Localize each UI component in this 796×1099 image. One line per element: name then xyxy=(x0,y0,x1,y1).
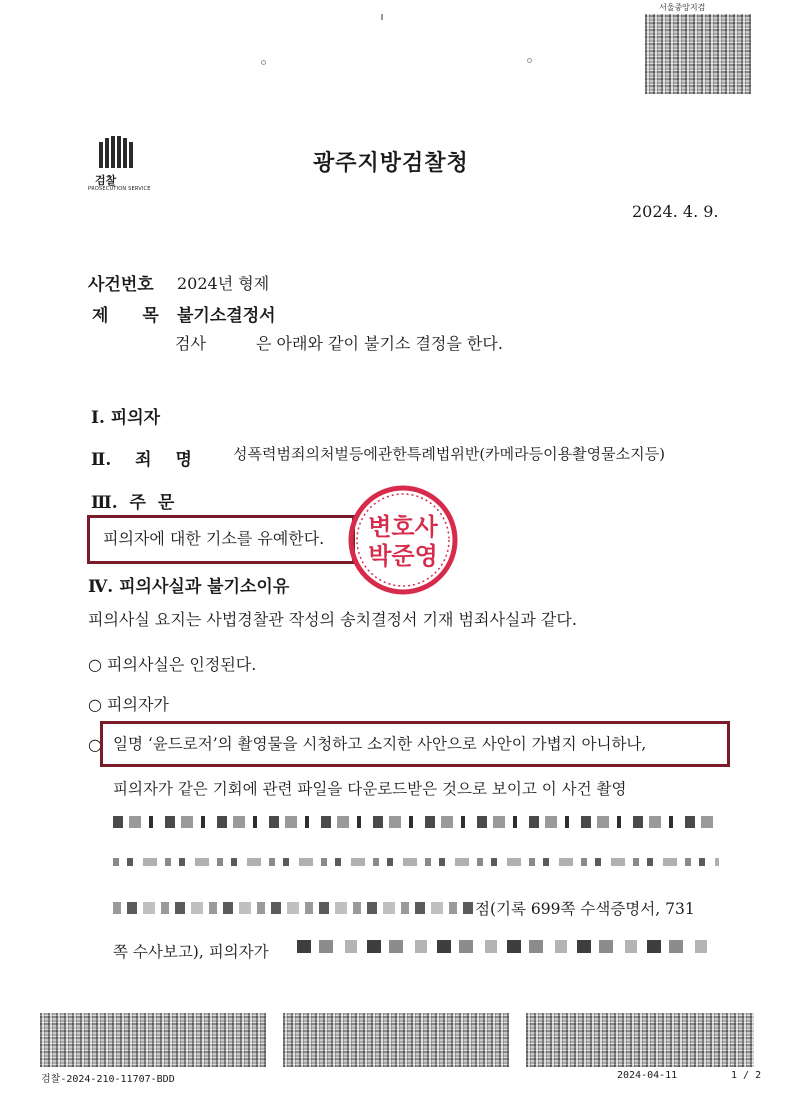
org-title: 광주지방검찰청 xyxy=(313,151,469,176)
case-number-label: 사건번호 xyxy=(88,275,154,295)
scan-speck xyxy=(527,58,532,63)
bullet-admitted: ○ 피의사실은 인정된다. xyxy=(88,655,257,674)
footer-doc-id: 검찰-2024-210-11707-BDD xyxy=(41,1074,175,1085)
bullet-marker: ○ xyxy=(88,735,102,754)
decision-intro: 은 아래와 같이 불기소 결정을 한다. xyxy=(256,334,503,353)
subject-value: 불기소결정서 xyxy=(177,306,276,326)
top-barcode xyxy=(645,14,751,94)
reasons-summary: 피의사실 요지는 사법경찰관 작성의 송치결정서 기재 범죄사실과 같다. xyxy=(88,610,577,629)
redacted-line xyxy=(113,902,473,914)
footer-page-number: 1 / 2 xyxy=(731,1070,762,1081)
bottom-barcode-right xyxy=(526,1013,754,1067)
footer-print-date: 2024-04-11 xyxy=(617,1070,678,1081)
reasoning-text-line6: 쪽 수사보고), 피의자가 xyxy=(113,943,269,961)
document-date: 2024. 4. 9. xyxy=(632,202,719,221)
reasoning-text-line2: 피의자가 같은 기회에 관련 파일을 다운로드받은 것으로 보이고 이 사건 촬영 xyxy=(113,780,627,798)
disposition-text: 피의자에 대한 기소를 유예한다. xyxy=(103,529,325,548)
logo-text: 검찰 xyxy=(95,174,117,187)
subject-label: 제 목 xyxy=(92,306,159,326)
scan-speck xyxy=(261,60,266,65)
bottom-barcode-center xyxy=(283,1013,509,1067)
section-reasons-label: Ⅳ. 피의사실과 불기소이유 xyxy=(88,577,290,597)
redacted-line xyxy=(297,940,717,953)
svg-text:변호사: 변호사 xyxy=(368,513,438,541)
logo-subtitle: PROSECUTION SERVICE xyxy=(88,186,151,192)
redacted-line xyxy=(113,858,719,866)
section-charge-value: 성폭력범죄의처벌등에관한특례법위반(카메라등이용촬영물소지등) xyxy=(233,445,665,463)
scan-speck xyxy=(381,14,383,20)
bullet-suspect: ○ 피의자가 xyxy=(88,695,169,714)
bottom-barcode-left xyxy=(40,1013,266,1067)
attorney-seal xyxy=(343,480,463,600)
section-disposition-label: Ⅲ. 주 문 xyxy=(91,493,175,513)
svg-text:박준영: 박준영 xyxy=(368,542,438,570)
section-suspect: Ⅰ. 피의자 xyxy=(91,408,161,428)
section-charge-label: Ⅱ. 죄 명 xyxy=(91,450,192,470)
prosecutor-label: 검사 xyxy=(175,334,206,353)
reasoning-text-line1: 일명 ‘윤드로저’의 촬영물을 시청하고 소지한 사안으로 사안이 가볍지 아니하나, xyxy=(113,735,647,753)
court-label: 서울중앙지검 xyxy=(659,3,706,12)
case-number-value: 2024년 형제 xyxy=(177,274,270,293)
reasoning-text-line5: 점(기록 699쪽 수색증명서, 731 xyxy=(475,900,695,918)
prosecution-logo-icon xyxy=(99,136,133,168)
redacted-line xyxy=(113,816,719,828)
